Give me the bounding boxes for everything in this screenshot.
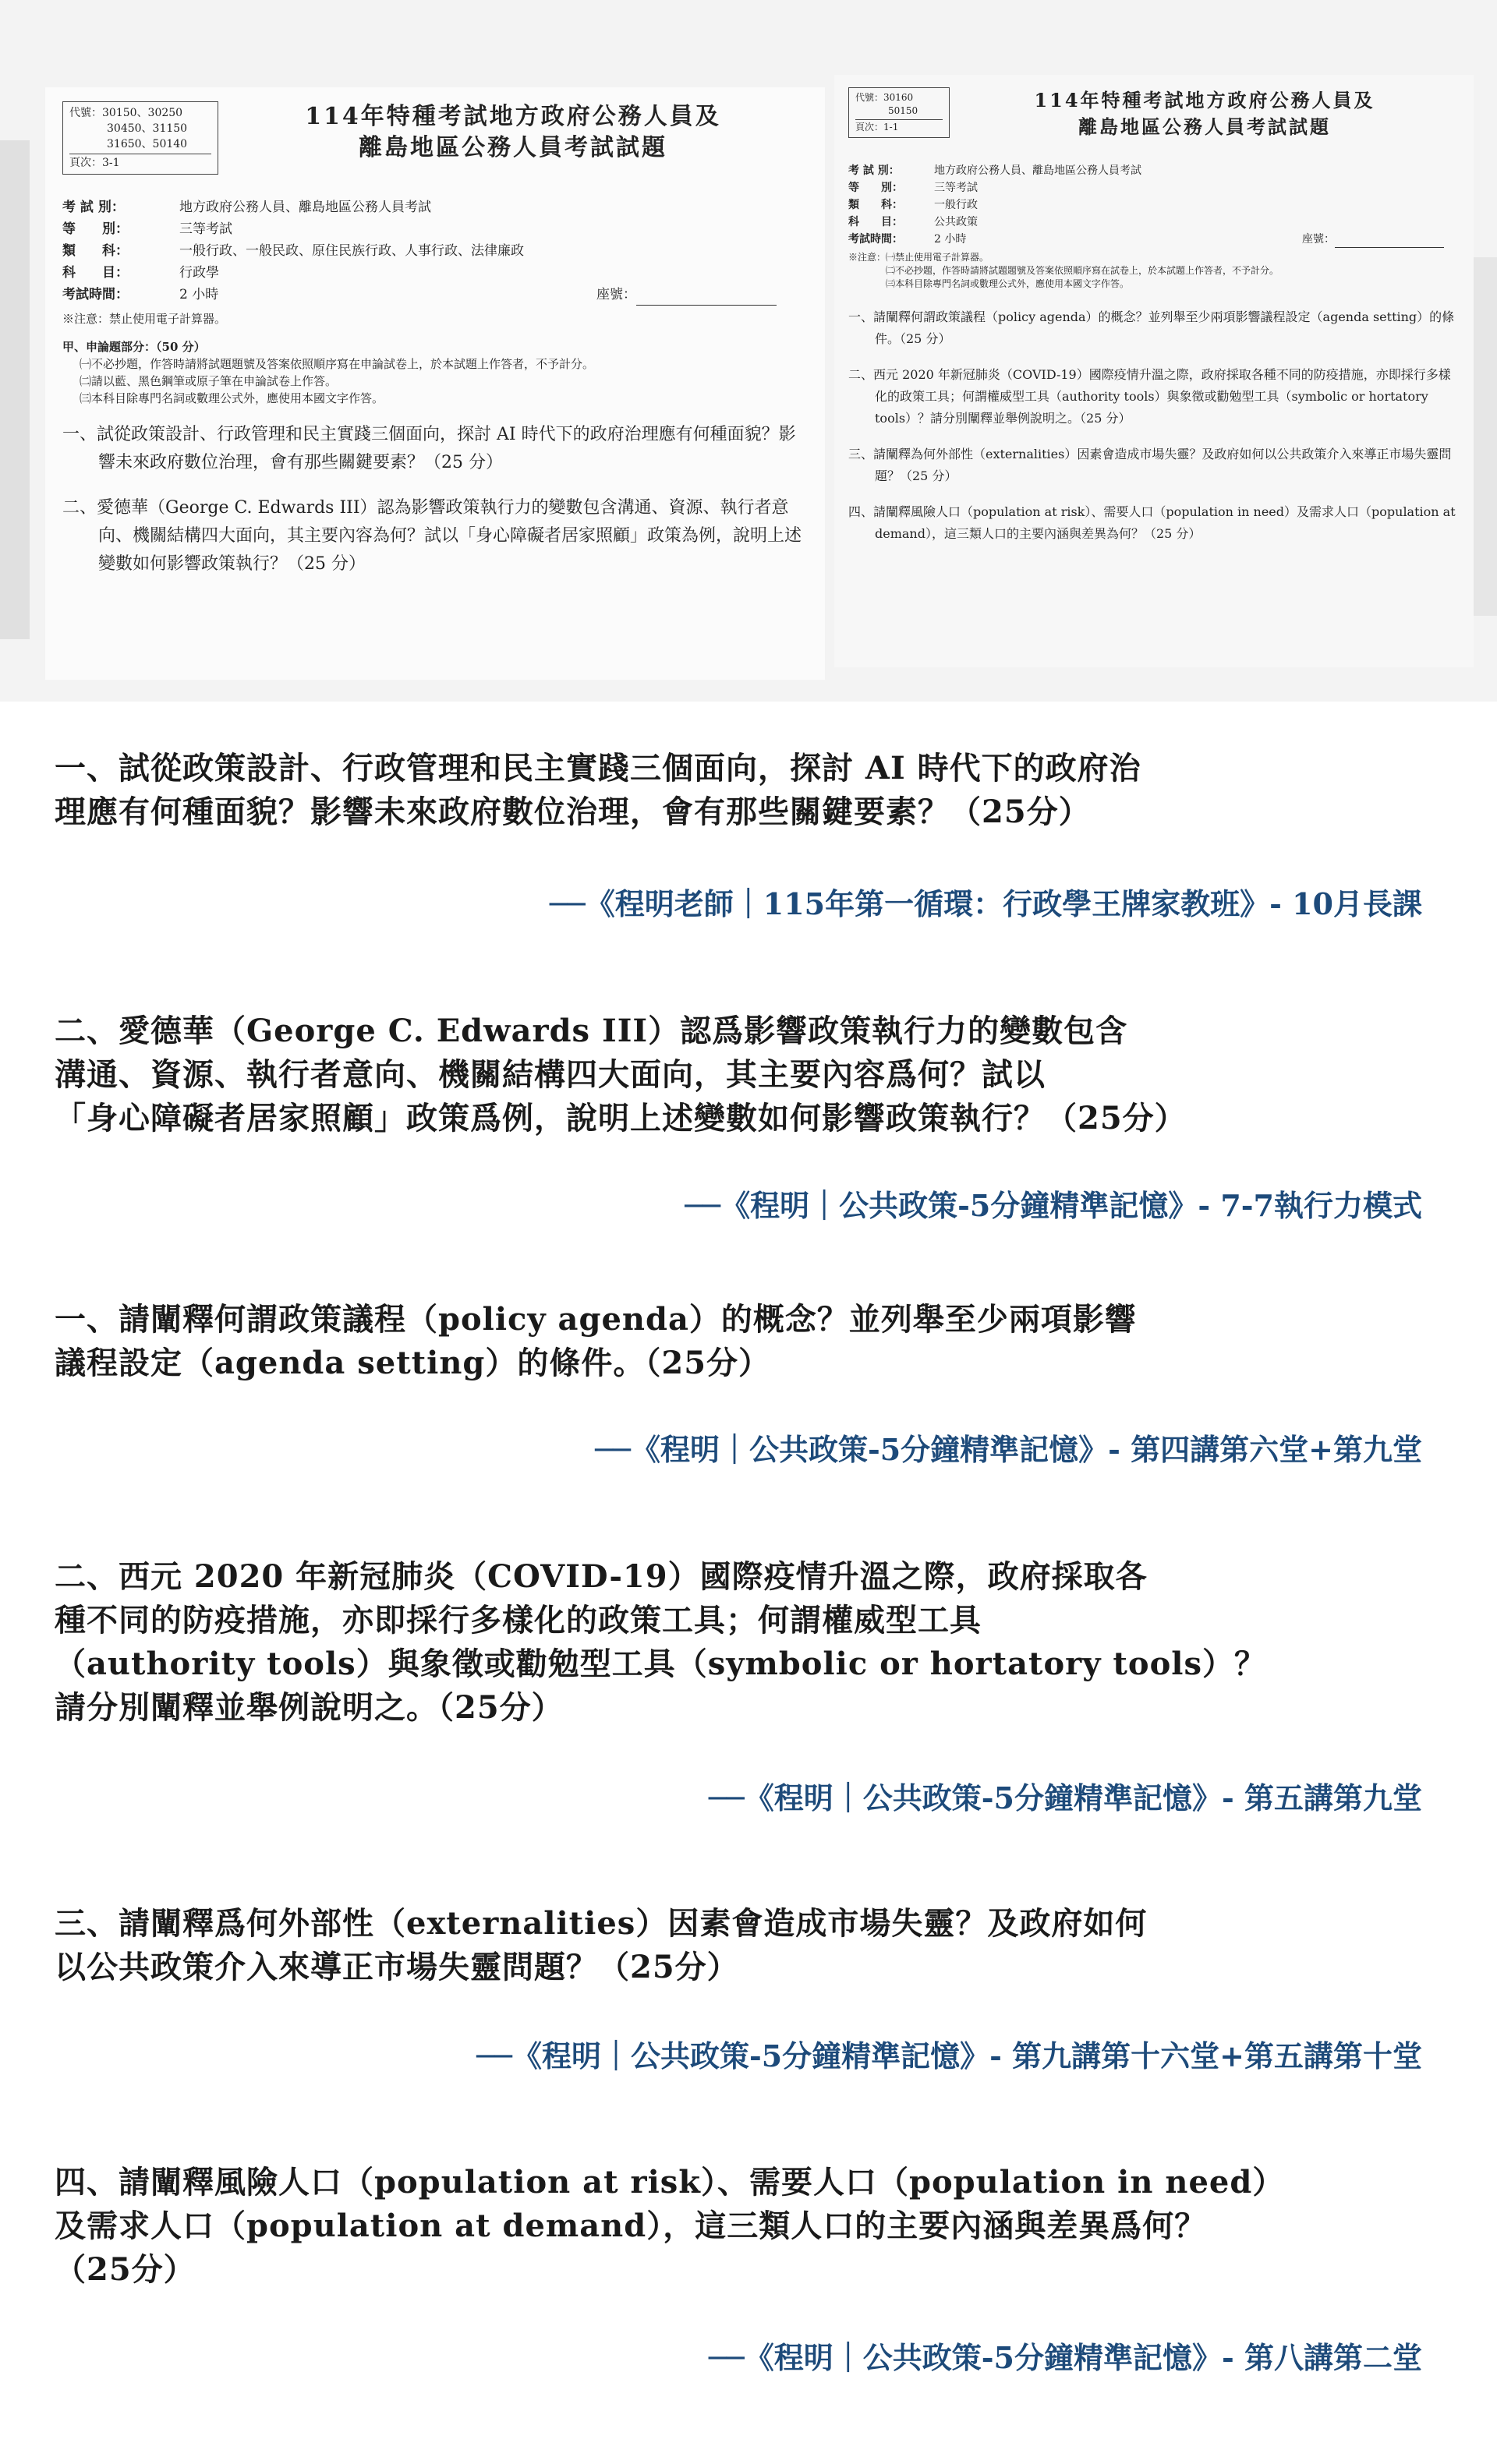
meta-key: 考 試 別： [848,164,900,177]
exam-title-line: 離島地區公務人員考試試題 [1078,115,1331,138]
meta-key: 科 目： [848,216,903,228]
question-line: 溝通、資源、執行者意向、機關結構四大面向，其主要內容爲何？試以 [55,1056,1046,1093]
exam-paper-public-policy [834,75,1474,667]
meta-key: 等 別： [62,221,129,237]
question-line: 二、愛德華（George C. Edwards III）認爲影響政策執行力的變數包含 [55,1013,1128,1049]
code-line: 代號：30150、30250 [69,107,183,119]
paper-question: 一、請闡釋何謂政策議程（policy agenda）的概念？並列舉至少兩項影響議程設定（agenda setting）的條件。（25 分） [848,309,1455,346]
question-line: 三、請闡釋爲何外部性（externalities）因素會造成市場失靈？及政府如何 [55,1905,1148,1942]
seat-label: 座號： [1302,233,1335,246]
question-line: 及需求人口（population at demand），這三類人口的主要內涵與差異爲何？ [55,2208,1207,2244]
instruction-line: ㈢本科目除專門名詞或數理公式外，應使用本國文字作答。 [80,391,384,405]
course-source: ──《程明｜公共政策-5分鐘精準記憶》- 7-7執行力模式 [685,1188,1422,1223]
paper-header [848,87,1460,140]
scanned-exam-papers [0,0,1497,702]
page-number: 頁次：3-1 [69,154,211,171]
meta-value: 2 小時 [934,233,967,246]
exam-meta [848,162,1460,248]
meta-key: 科 目： [62,265,129,281]
notes [848,251,1460,291]
meta-key: 類 科： [62,243,129,259]
meta-key: 等 別： [848,182,903,194]
meta-value: 三等考試 [179,221,232,237]
meta-key: 考 試 別： [62,200,125,215]
code-line: 代號：30160 [855,92,914,103]
note-line: ㈢本科目除專門名詞或數理公式外，應使用本國文字作答。 [886,278,1130,289]
meta-value: 一般行政、一般民政、原住民族行政、人事行政、法律廉政 [179,243,524,259]
meta-key: 考試時間： [62,287,129,302]
question-block [55,747,1450,834]
exam-title-line: 114年特種考試地方政府公務人員及 [1034,89,1375,111]
exam-paper-administration [45,87,825,680]
paper-question: 四、請闡釋風險人口（population at risk）、需要人口（population in need）及需求人口（population at demand），這三類人口的主要內涵與差異為何？（25 分） [848,504,1456,541]
question-block [55,1298,1450,1385]
meta-row [62,240,808,262]
exam-title [218,101,808,164]
meta-row [62,218,808,240]
exam-title-line: 離島地區公務人員考試試題 [359,134,667,161]
section-heading: 甲、申論題部分：（50 分） [62,340,206,354]
meta-value: 公共政策 [934,216,978,228]
code-box [848,87,950,138]
paper-question: 二、愛德華（George C. Edwards III）認為影響政策執行力的變數包含溝通、資源、執行者意向、機關結構四大面向，其主要內容為何？試以「身心障礙者居家照顧」政策為例，說明上述變數如何影響政策執行？（25 分） [62,498,802,574]
question-line: 理應有何種面貌？影響未來政府數位治理，會有那些關鍵要素？（25分） [55,794,1091,830]
exam-title-line: 114年特種考試地方政府公務人員及 [305,103,721,130]
instruction-line: ㈠不必抄題，作答時請將試題題號及答案依照順序寫在申論試卷上，於本試題上作答者，不予計分。 [80,357,595,371]
page-number: 頁次：1-1 [855,119,943,134]
instruction-line: ㈡請以藍、黑色鋼筆或原子筆在申論試卷上作答。 [80,374,338,388]
meta-row [62,196,808,218]
question-line: 以公共政策介入來導正市場失靈問題？（25分） [55,1949,739,1985]
seat-line [1335,232,1444,248]
meta-key: 考試時間： [848,233,903,246]
code-line: 31650、50140 [107,138,188,150]
question-line: 一、試從政策設計、行政管理和民主實踐三個面向，探討 AI 時代下的政府治 [55,750,1141,787]
meta-value: 行政學 [179,265,219,281]
meta-row [848,179,1460,196]
meta-key: 類 科： [848,199,903,211]
paper-question: 一、試從政策設計、行政管理和民主實踐三個面向，探討 AI 時代下的政府治理應有何種面貌？影響未來政府數位治理，會有那些關鍵要素？（25 分） [62,425,796,472]
course-source: ──《程明｜公共政策-5分鐘精準記憶》- 第九講第十六堂+第五講第十堂 [476,2038,1422,2073]
question-block [55,2161,1450,2292]
question-line: 請分別闡釋並舉例說明之。（25分） [55,1689,564,1726]
meta-row-time-seat [62,284,808,306]
note-line: ※注意：㈠禁止使用電子計算器。 [848,252,989,263]
code-line: 30450、31150 [107,122,188,135]
question-line: 二、西元 2020 年新冠肺炎（COVID-19）國際疫情升溫之際，政府採取各 [55,1558,1148,1595]
paper-question: 三、請闡釋為何外部性（externalities）因素會造成市場失靈？及政府如何以公共政策介入來導正市場失靈問題？（25 分） [848,447,1452,483]
paper-question: 二、西元 2020 年新冠肺炎（COVID-19）國際疫情升溫之際，政府採取各種不同的防疫措施，亦即採行多樣化的政策工具；何謂權威型工具（authority tools）與象徵或勸勉型工具（symbolic or hortatory tools）？請分別闡釋並舉例說明之。（25 分） [848,367,1451,426]
calculator-note: ※注意：禁止使用電子計算器。 [62,312,227,326]
exam-title [950,87,1460,140]
course-source: ──《程明老師｜115年第一循環：行政學王牌家教班》- 10月長課 [550,886,1422,921]
meta-row-time-seat [848,231,1460,248]
question-line: 議程設定（agenda setting）的條件。（25分） [55,1345,771,1381]
meta-value: 地方政府公務人員、離島地區公務人員考試 [179,200,431,215]
course-source: ──《程明｜公共政策-5分鐘精準記憶》- 第四講第六堂+第九堂 [595,1432,1422,1467]
question-line: 「身心障礙者居家照顧」政策爲例，說明上述變數如何影響政策執行？（25分） [55,1100,1187,1137]
course-source: ──《程明｜公共政策-5分鐘精準記憶》- 第五講第九堂 [709,1780,1422,1815]
seat-label: 座號： [596,287,636,302]
question-line: 一、請闡釋何謂政策議程（policy agenda）的概念？並列舉至少兩項影響 [55,1301,1137,1338]
question-line: （authority tools）與象徵或勸勉型工具（symbolic or hortatory tools）？ [55,1646,1266,1682]
meta-value: 三等考試 [934,182,978,194]
course-source: ──《程明｜公共政策-5分鐘精準記憶》- 第八講第二堂 [709,2340,1422,2375]
blurred-background-left [0,140,30,639]
meta-value: 一般行政 [934,199,978,211]
seat-line [636,289,777,306]
note-line: ㈡不必抄題，作答時請將試題題號及答案依照順序寫在試卷上，於本試題上作答者，不予計分。 [886,265,1279,276]
code-line: 50150 [888,105,918,116]
question-block [55,1555,1450,1730]
question-line: 種不同的防疫措施，亦即採行多樣化的政策工具；何謂權威型工具 [55,1602,982,1639]
question-block [55,1902,1450,1989]
meta-row [848,162,1460,179]
meta-row [848,214,1460,231]
question-line: （25分） [55,2251,196,2288]
meta-value: 2 小時 [179,287,219,302]
instructions [62,338,808,407]
code-box [62,101,218,175]
meta-row [848,196,1460,214]
exam-meta [62,196,808,306]
question-block [55,1009,1450,1140]
paper-header [62,101,808,175]
meta-row [62,262,808,284]
meta-value: 地方政府公務人員、離島地區公務人員考試 [934,164,1141,177]
question-line: 四、請闡釋風險人口（population at risk）、需要人口（population in need） [55,2164,1285,2201]
